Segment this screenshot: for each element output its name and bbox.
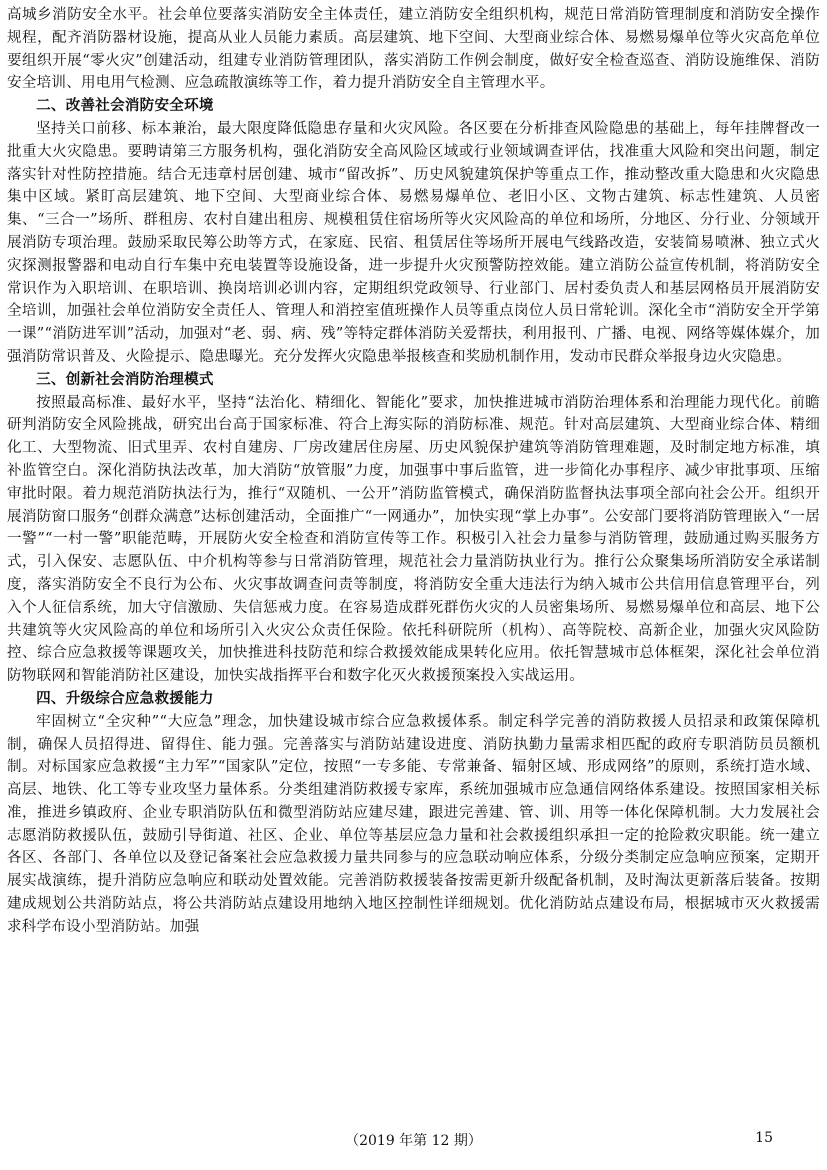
page-number: 15 [755, 1130, 773, 1146]
section-heading-3: 三、创新社会消防治理模式 [36, 370, 214, 388]
section-heading-2: 二、改善社会消防安全环境 [36, 97, 214, 115]
body-paragraph-2: 坚持关口前移、标本兼治，最大限度降低隐患存量和火灾风险。各区要在分析排查风险隐患的基础上，每年挂牌督改一批重大火灾隐患。要聘请第三方服务机构，强化消防安全高风险区域或行业领域调查评估，找准重大风险和突出问题，制定落实针对性防控措施。结合无违章村居创建、城市“留改拆”、历史风貌建筑保护等重点工作，推动整改重大隐患和火灾隐患集中区域。紧盯高层建筑、地下空间、大型商业综合体、易燃易爆单位、老旧小区、文物古建筑、标志性建筑、人员密集、“三合一”场所、群租房、农村自建出租房、规模租赁住宿场所等火灾风险高的单位和场所，分地区、分行业、分领域开展消防专项治理。鼓励采取民筹公助等方式，在家庭、民宿、租赁居住等场所开展电气线路改造，安装简易喷淋、独立式火灾探测报警器和电动自行车集中充电装置等设施设备，进一步提升火灾预警防控效能。建立消防公益宣传机制，将消防安全常识作为入职培训、在职培训、换岗培训必训内容，定期组织党政领导、行业部门、居村委负责人和基层网格员开展消防安全培训，加强社会单位消防安全责任人、管理人和消控室值班操作人员等重点岗位人员日常轮训。深化全市“消防安全开学第一课”“消防进军训”活动，加强对“老、弱、病、残”等特定群体消防关爱帮扶，利用报刊、广播、电视、网络等媒体媒介，加强消防常识普及、火险提示、隐患曝光。充分发挥火灾隐患举报核查和奖励机制作用，发动市民群众举报身边火灾隐患。 [7, 119, 820, 365]
body-paragraph-4: 牢固树立“全灾种”“大应急”理念，加快建设城市综合应急救援体系。制定科学完善的消防救援人员招录和政策保障机制，确保人员招得进、留得住、能力强。完善落实与消防站建设进度、消防执勤力量需求相匹配的政府专职消防员员额机制。对标国家应急救援“主力军”“国家队”定位，按照“一专多能、专常兼备、辐射区域、形成网络”的原则，系统打造水域、高层、地铁、化工等专业攻坚力量体系。分类组建消防救援专家库，系统加强城市应急通信网络体系建设。按照国家相关标准，推进乡镇政府、企业专职消防队伍和微型消防站应建尽建，跟进完善建、管、训、用等一体化保障机制。大力发展社会志愿消防救援队伍，鼓励引导街道、社区、企业、单位等基层应急力量和社会救援组织承担一定的抢险救灾职能。统一建立各区、各部门、各单位以及登记备案社会应急救援力量共同参与的应急联动响应体系，分级分类制定应急响应预案，定期开展实战演练，提升消防应急响应和联动处置效能。完善消防救援装备按需更新升级配备机制，及时淘汰更新落后装备。按期建成规划公共消防站点，将公共消防站点建设用地纳入地区控制性详细规划。优化消防站点建设布局，根据城市灭火救援需求科学布设小型消防站。加强 [7, 712, 820, 935]
body-paragraph-3: 按照最高标准、最好水平，坚持“法治化、精细化、智能化”要求，加快推进城市消防治理体系和治理能力现代化。前瞻研判消防安全风险挑战，研究出台高于国家标准、符合上海实际的消防标准、规范。针对高层建筑、大型商业综合体、精细化工、大型物流、旧式里弄、农村自建房、厂房改建居住房屋、历史风貌保护建筑等消防管理难题，及时制定地方标准，填补监管空白。深化消防执法改革，加大消防“放管服”力度，加强事中事后监管，进一步简化办事程序、减少审批事项、压缩审批时限。着力规范消防执法行为，推行“双随机、一公开”消防监管模式，确保消防监督执法事项全部向社会公开。组织开展消防窗口服务“创群众满意”达标创建活动，全面推广“一网通办”，加快实现“掌上办事”。公安部门要将消防管理嵌入“一居一警”“一村一警”职能范畴，开展防火安全检查和消防宣传等工作。积极引入社会力量参与消防管理，鼓励通过购买服务方式，引入保安、志愿队伍、中介机构等参与日常消防管理，规范社会力量消防执业行为。推行公众聚集场所消防安全承诺制度，落实消防安全不良行为公布、火灾事故调查问责等制度，将消防安全重大违法行为纳入城市公共信用信息管理平台，列入个人征信系统，加大守信激励、失信惩戒力度。在容易造成群死群伤火灾的人员密集场所、易燃易爆单位和高层、地下公共建筑等火灾风险高的单位和场所引入火灾公众责任保险。依托科研院所（机构）、高等院校、高新企业，加强火灾风险防控、综合应急救援等课题攻关，加快推进科技防范和综合救援效能成果转化应用。依托智慧城市总体框架，深化社会单位消防物联网和智能消防社区建设，加快实战指挥平台和数字化灭火救援预案投入实战运用。 [7, 393, 820, 685]
document-page [7, 4, 820, 939]
issue-label: （2019 年第 12 期） [345, 1133, 482, 1149]
page-footer [0, 1130, 827, 1154]
body-paragraph-1: 高城乡消防安全水平。社会单位要落实消防安全主体责任，建立消防安全组织机构，规范日常消防管理制度和消防安全操作规程，配齐消防器材设施，提高从业人员能力素质。高层建筑、地下空间、大型商业综合体、易燃易爆单位等火灾高危单位要组织开展“零火灾”创建活动，组建专业消防管理团队，落实消防工作例会制度，做好安全检查巡查、消防设施维保、消防安全培训、用电用气检测、应急疏散演练等工作，着力提升消防安全自主管理水平。 [7, 6, 820, 92]
section-heading-4: 四、升级综合应急救援能力 [36, 689, 214, 707]
